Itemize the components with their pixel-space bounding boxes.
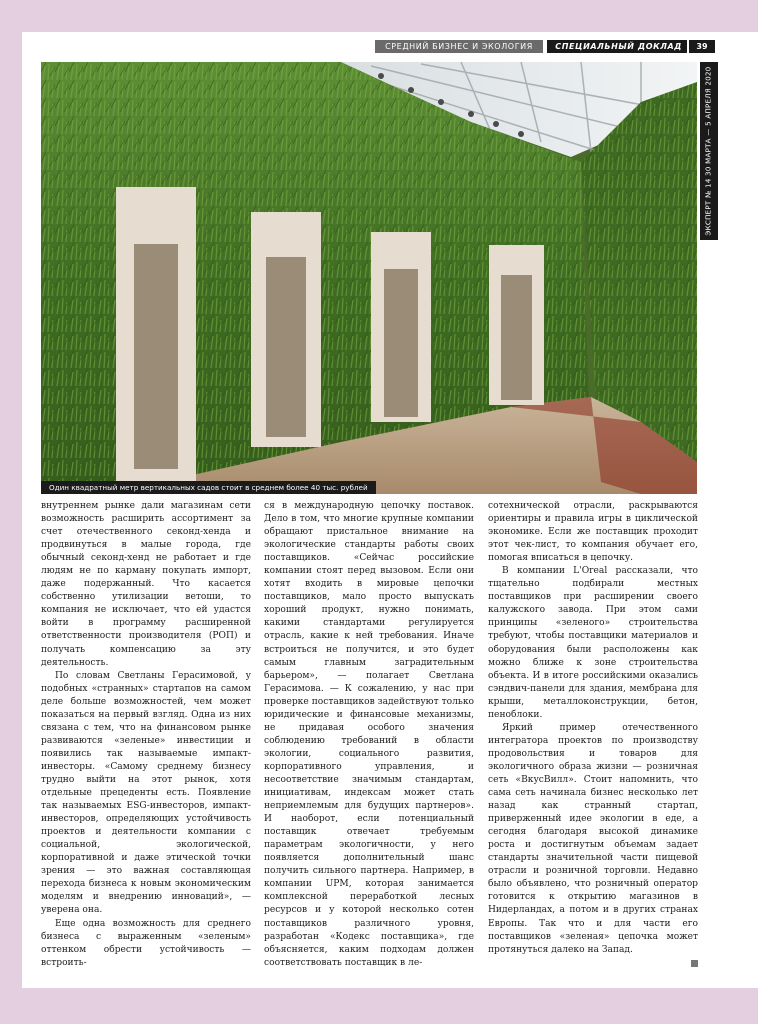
paragraph: По словам Светланы Герасимовой, у подобных «странных» стартапов на самом деле больше возможностей, чем может показаться на первый взгляд. Одна из них связана с тем, что на финансовом рынке развиваются «зеленые» инвестиции и появились так называемые импакт-инвесторы. «Самому среднему бизнесу трудно выйти на этот рынок, хотя отдельные прецеденты есть. Появление так называемых ESG-инвесторов, импакт-инвесторов, определяющих устойчивость проектов и деятельности компании с социальной, экологической, корпоративной и даже этической точки зрения — это важная составляющая перехода бизнеса к новым экономическим моделям и внедрению инноваций», — уверена она.	[41, 670, 251, 916]
paragraph: внутреннем рынке дали магазинам сети возможность расширить ассортимент за счет отечественного секонд-хенда и продвинуться в малые города, где обычный секонд-хенд не работает и где людям не по карману покупать импорт, даже подержанный. Что касается собственно утилизации ветоши, то компания не исключает, что ей удастся войти в программу расширенной ответственности производителя (РОП) и получать компенсацию за эту деятельность.	[41, 501, 251, 668]
photo-caption: Один квадратный метр вертикальных садов стоит в среднем более 40 тыс. рублей	[41, 481, 376, 494]
issue-side-label	[700, 62, 718, 240]
paragraph: Еще одна возможность для среднего бизнеса с выраженным «зеленым» оттенком обрести устойчивость — встроить-	[41, 918, 251, 968]
article-photo	[41, 62, 697, 494]
vertical-garden-corridor-illustration	[41, 62, 697, 494]
article-column-2	[264, 500, 474, 970]
end-of-article-mark	[691, 960, 698, 967]
paragraph: сотехнической отрасли, раскрываются ориентиры и правила игры в циклической экономике. Если же поставщик проходит этот чек-лист, то компания обучает его, помогая вписаться в цепочку.	[488, 501, 698, 564]
paragraph: ся в международную цепочку поставок. Дело в том, что многие крупные компании обращают пристальное внимание на экологические стандарты работы своих поставщиков. «Сейчас российские компании стоят перед вызовом. Если они хотят входить в мировые цепочки поставщиков, мало просто выпускать хороший продукт, нужно понимать, какими стандартами регулируется отрасль, какие к ней требования. Иначе встроиться не получится, и это будет самым главным заградительным барьером», — полагает Светлана Герасимова. — К сожалению, у нас при проверке поставщиков задействуют только юридические и финансовые механизмы, не придавая особого значения соблюдению требований в области экологии, социального развития, корпоративного управления, и несоответствие значимым стандартам, инициативам, индексам может стать неприемлемым для будущих партнеров». И наоборот, если потенциальный поставщик отвечает требуемым параметрам экологичности, у него появляется дополнительный шанс получить сильного партнера. Например, в компании UPM, которая занимается комплексной переработкой лесных ресурсов и у которой несколько сотен поставщиков различного уровня, разработан «Кодекс поставщика», где объясняется, каким подходам должен соответствовать поставщик в ле-	[264, 501, 474, 968]
page-header	[375, 40, 758, 53]
paragraph: Яркий пример отечественного интегратора проектов по производству продовольствия и товаров для экологичного образа жизни — розничная сеть «ВкусВилл». Стоит напомнить, что сама сеть начинала бизнес несколько лет назад как странный стартап, приверженный идее экологии в еде, а сегодня благодаря высокой динамике роста и достигнутым объемам задает стандарты значительной части пищевой отрасли и розничной торговли. Недавно было объявлено, что розничный оператор готовится к открытию магазинов в Нидерландах, а потом и в других странах Европы. Так что и для части его поставщиков «зеленая» цепочка может протянуться далеко на Запад.	[488, 722, 698, 955]
special-report-label: СПЕЦИАЛЬНЫЙ ДОКЛАД	[547, 40, 687, 53]
page-number: 39	[689, 40, 715, 53]
paragraph: В компании L'Oreal рассказали, что тщательно подбирали местных поставщиков при расширении своего калужского завода. При этом сами принципы «зеленого» строительства требуют, чтобы поставщики материалов и оборудования были расположены как можно ближе к зоне строительства объекта. И в итоге российскими оказались сэндвич-панели для здания, мембрана для крыши, металлоконструкции, бетон, пеноблоки.	[488, 566, 698, 720]
article-column-1	[41, 500, 251, 970]
article-column-3	[488, 500, 698, 970]
issue-info: ЭКСПЕРТ № 14 30 МАРТА — 5 АПРЕЛЯ 2020	[704, 66, 713, 236]
section-title: СРЕДНИЙ БИЗНЕС И ЭКОЛОГИЯ	[375, 40, 543, 53]
